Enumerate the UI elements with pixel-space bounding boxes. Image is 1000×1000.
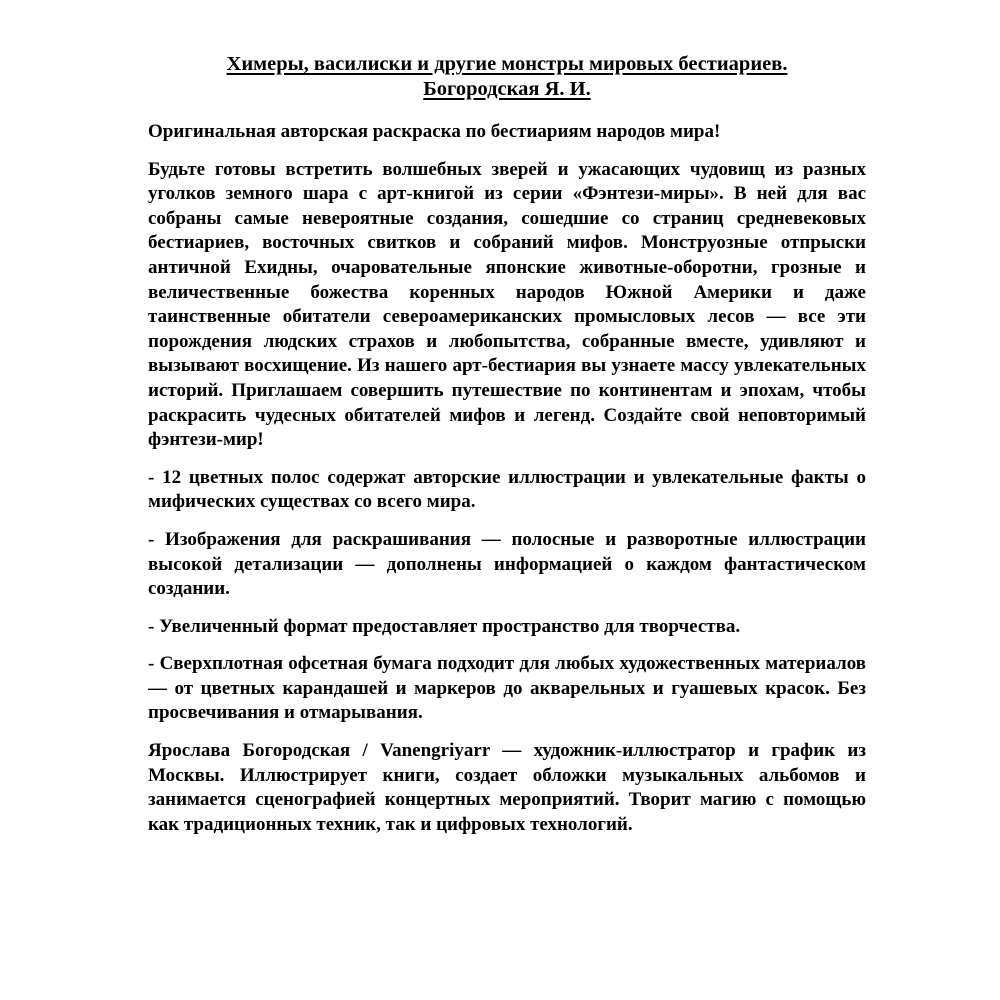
intro-paragraph: Оригинальная авторская раскраска по бестиариям народов мира! bbox=[148, 121, 721, 142]
title-line-2: Богородская Я. И. bbox=[423, 78, 591, 100]
description-paragraph: Будьте готовы встретить волшебных зверей и ужасающих чудовищ из разных уголков земного шара с арт-книгой из серии «Фэнтези-миры». В ней для вас собраны самые невероятные создания, сошедшие со страниц средневековых бестиариев, восточных свитков и собраний мифов. Монструозные отпрыски античной Ехидны, очаровательные японские животные-оборотни, грозные и величественные божества коренных народов Южной Америки и даже таинственные обитатели североамериканских промысловых лесов — все эти порождения людских страхов и любопытства, собранные вместе, удивляют и вызывают восхищение. Из нашего арт-бестиария вы узнаете массу увлекательных историй. Приглашаем совершить путешествие по континентам и эпохам, чтобы раскрасить чудесных обитателей мифов и легенд. Создайте свой неповторимый фэнтези-мир! bbox=[148, 158, 866, 451]
title-line-1: Химеры, василиски и другие монстры мировых бестиариев. bbox=[226, 53, 788, 75]
document-title bbox=[148, 52, 866, 102]
feature-item-pages: - 12 цветных полос содержат авторские иллюстрации и увлекательные факты о мифических существах со всего мира. bbox=[148, 466, 866, 513]
feature-item-format: - Увеличенный формат предоставляет пространство для творчества. bbox=[148, 615, 741, 637]
author-bio-paragraph: Ярослава Богородская / Vanengriyarr — художник-иллюстратор и график из Москвы. Иллюстрирует книги, создает обложки музыкальных альбомов и занимается сценографией концертных мероприятий. Творит магию с помощью как традиционных техник, так и цифровых технологий. bbox=[148, 740, 866, 835]
feature-item-illustrations: - Изображения для раскрашивания — полосные и разворотные иллюстрации высокой детализации — дополнены информацией о каждом фантастическом создании. bbox=[148, 528, 866, 600]
feature-item-paper: - Сверхплотная офсетная бумага подходит для любых художественных материалов — от цветных карандашей и маркеров до акварельных и гуашевых красок. Без просвечивания и отмарывания. bbox=[148, 653, 866, 724]
